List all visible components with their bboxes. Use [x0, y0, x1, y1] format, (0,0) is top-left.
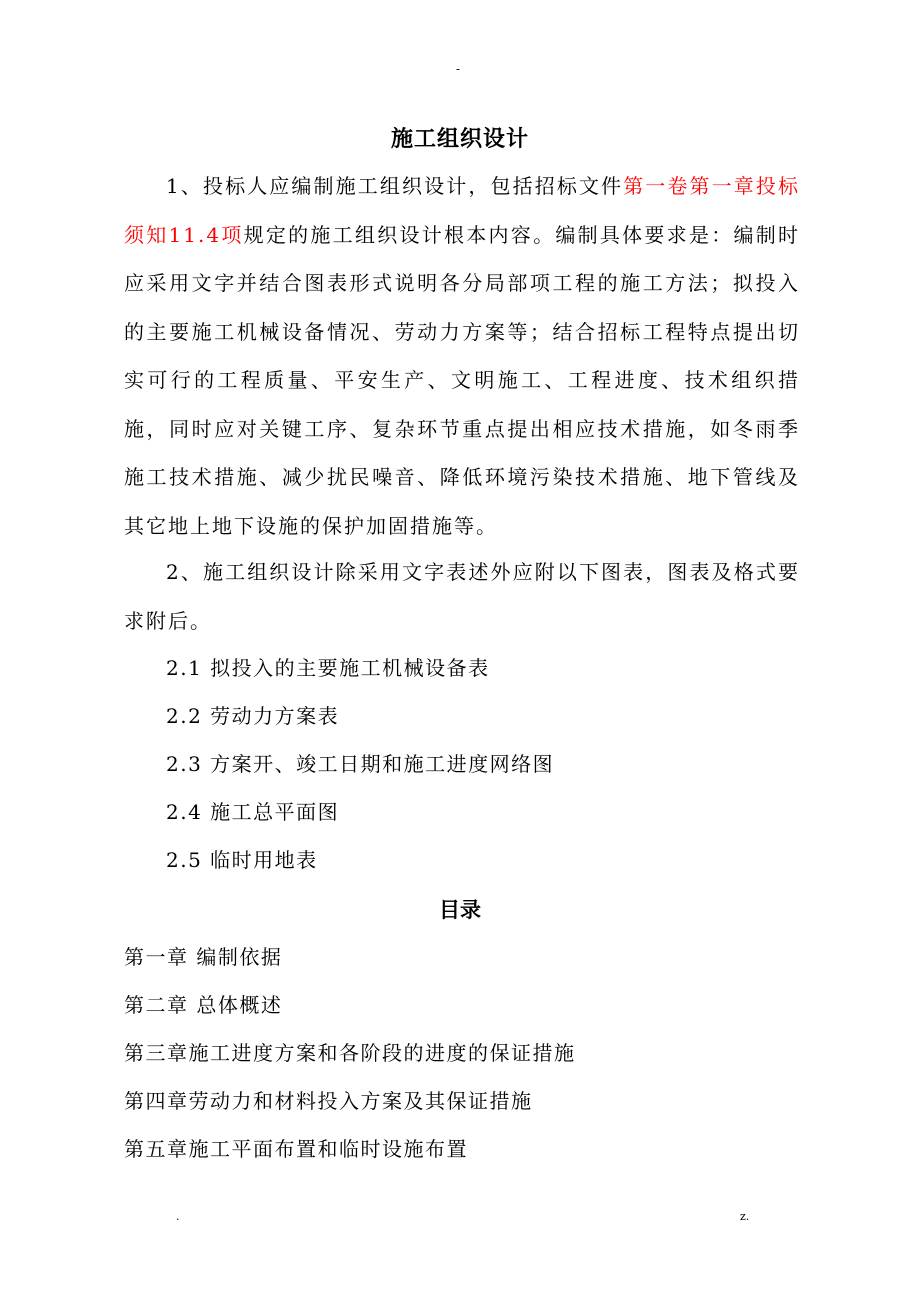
list-item: 2.5 临时用地表 [166, 848, 318, 872]
toc-title: 目录 [439, 897, 481, 922]
list-item: 2.2 劳动力方案表 [166, 704, 340, 728]
list-item: 2.3 方案开、竣工日期和施工进度网络图 [166, 752, 555, 776]
footer-left-mark: . [176, 1210, 180, 1223]
toc-item: 第四章劳动力和材料投入方案及其保证措施 [124, 1089, 533, 1113]
footer-right-mark: z. [740, 1210, 750, 1223]
paragraph-1-lead: 1、投标人应编制施工组织设计，包括招标文件 [166, 174, 624, 198]
toc-item: 第一章 编制依据 [124, 945, 283, 969]
toc-item: 第三章施工进度方案和各阶段的进度的保证措施 [124, 1041, 576, 1065]
toc-item: 第五章施工平面布置和临时设施布置 [124, 1137, 468, 1161]
paragraph-1-rest: 规定的施工组织设计根本内容。编制具体要求是：编制时应采用文字并结合图表形式说明各分局部项工程的施工方法；拟投入的主要施工机械设备情况、劳动力方案等；结合招标工程特点提出切实可行的工程质量、平安生产、文明施工、工程进度、技术组织措施，同时应对关键工序、复杂环节重点提出相应技术措施，如冬雨季施工技术措施、减少扰民噪音、降低环境污染技术措施、地下管线及其它地上地下设施的保护加固措施等。 [124, 222, 801, 538]
paragraph-1 [124, 162, 800, 550]
list-item: 2.4 施工总平面图 [166, 800, 340, 824]
list-item: 2.1 拟投入的主要施工机械设备表 [166, 656, 490, 680]
header-mark: - [456, 62, 461, 76]
toc-item: 第二章 总体概述 [124, 993, 283, 1017]
paragraph-1-highlight: 第一卷第一章投标须知11.4项 [124, 174, 801, 247]
paragraph-2: 2、施工组织设计除采用文字表述外应附以下图表，图表及格式要求附后。 [124, 560, 800, 633]
document-title: 施工组织设计 [390, 126, 529, 152]
